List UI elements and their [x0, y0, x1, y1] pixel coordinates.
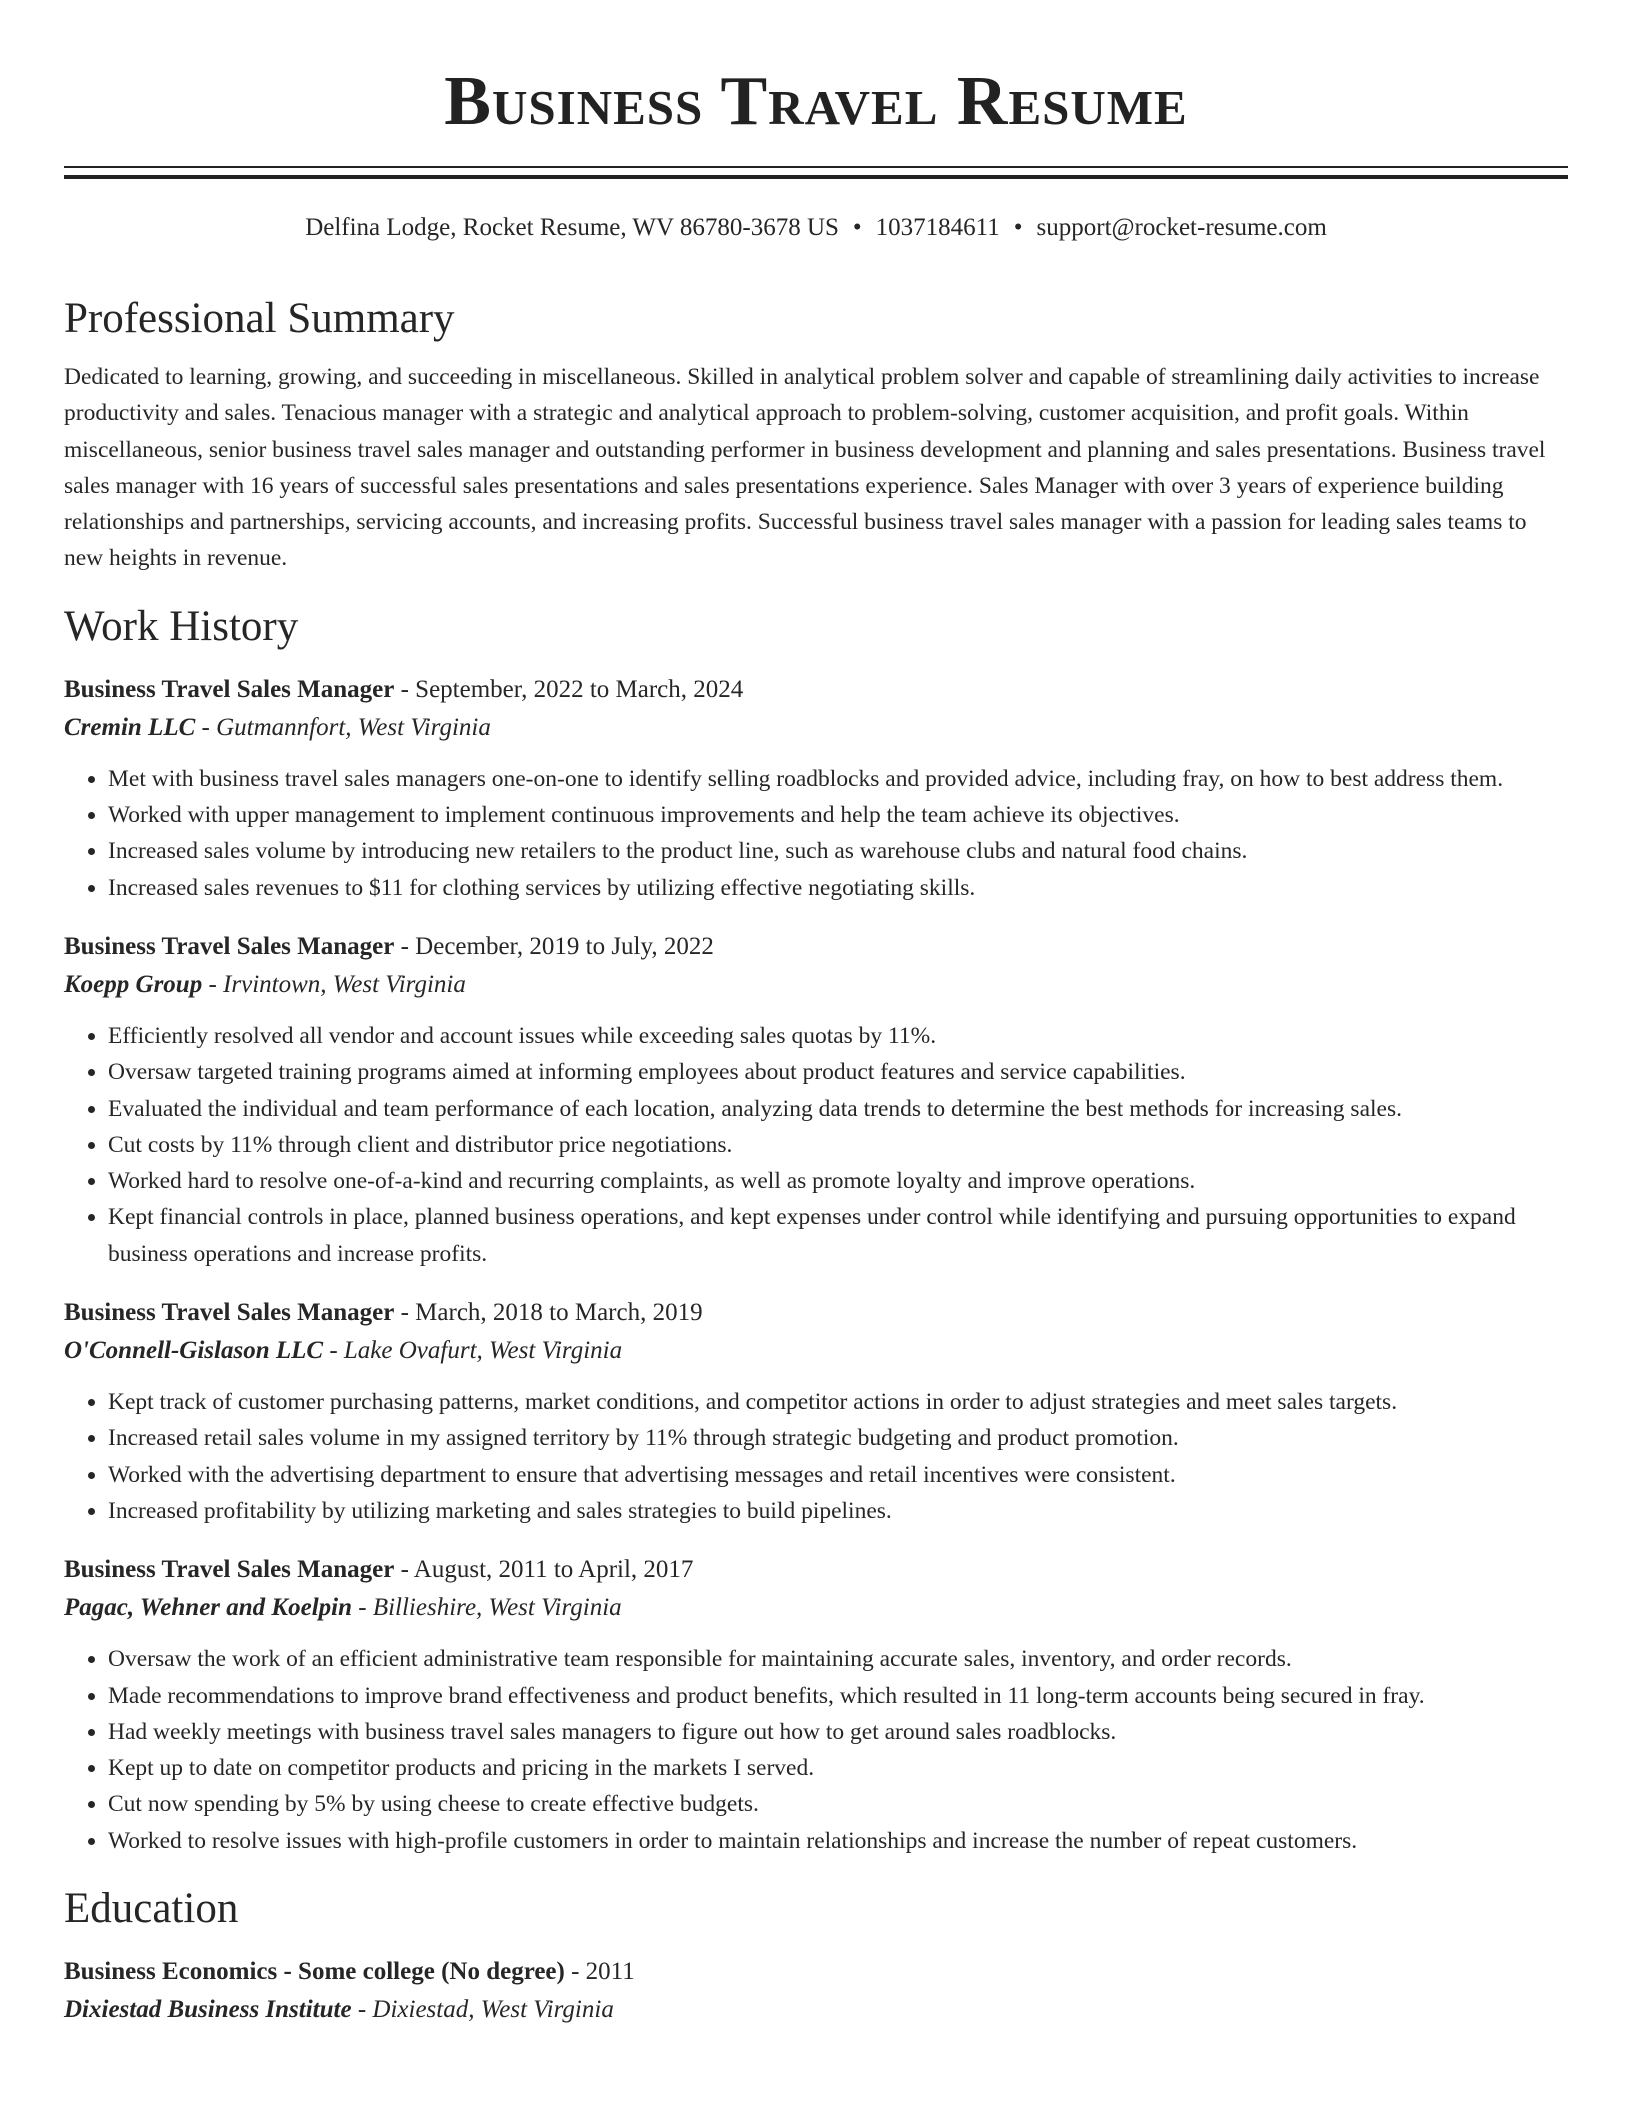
job-company: Cremin LLC	[64, 713, 196, 741]
job-bullet: • Increased profitability by utilizing marketing and sales strategies to build pipelines.	[108, 1493, 1568, 1529]
job-bullet: • Cut costs by 11% through client and distributor price negotiations.	[108, 1127, 1568, 1163]
job-bullet: • Increased sales volume by introducing new retailers to the product line, such as warehouse clubs and natural food chains.	[108, 833, 1568, 869]
title-divider-thin	[64, 166, 1568, 168]
job-entry	[64, 671, 1568, 906]
job-dates: - September, 2022 to March, 2024	[394, 675, 744, 703]
education-school-line	[64, 1991, 1568, 2029]
job-company: Koepp Group	[64, 970, 203, 998]
contact-separator: •	[852, 214, 862, 241]
job-company-line	[64, 709, 1568, 747]
education-year: - 2011	[564, 1958, 635, 1986]
job-title-line	[64, 928, 1568, 966]
job-title-line	[64, 1294, 1568, 1332]
job-bullets	[64, 1018, 1568, 1272]
job-bullet: • Worked with upper management to implement continuous improvements and help the team achieve its objectives.	[108, 797, 1568, 833]
job-bullet: • Kept financial controls in place, planned business operations, and kept expenses under control while identifying and pursuing opportunities to expand business operations and increase profits.	[108, 1199, 1568, 1272]
job-bullet: • Cut now spending by 5% by using cheese to create effective budgets.	[108, 1786, 1568, 1822]
job-company-line	[64, 1589, 1568, 1627]
contact-address: Delfina Lodge, Rocket Resume, WV 86780-3678 US	[305, 214, 839, 241]
education-location: - Dixiestad, West Virginia	[351, 1996, 614, 2024]
job-bullet: • Worked with the advertising department to ensure that advertising messages and retail incentives were consistent.	[108, 1457, 1568, 1493]
job-role: Business Travel Sales Manager	[64, 675, 395, 703]
summary-text: Dedicated to learning, growing, and succeeding in miscellaneous. Skilled in analytical problem solver and capable of streamlining daily activities to increase productivity and sales. Tenacious manager with a strategic and analytical approach to problem-solving, customer acquisition, and profit goals. Within miscellaneous, senior business travel sales manager and outstanding performer in business development and planning and sales presentations. Business travel sales manager with 16 years of successful sales presentations and sales presentations experience. Sales Manager with over 3 years of experience building relationships and partnerships, servicing accounts, and increasing profits. Successful business travel sales manager with a passion for leading sales teams to new heights in revenue.	[64, 364, 1546, 572]
job-bullet: • Kept up to date on competitor products and pricing in the markets I served.	[108, 1750, 1568, 1786]
job-bullets	[64, 761, 1568, 906]
job-title-line	[64, 671, 1568, 709]
job-company-line	[64, 1332, 1568, 1370]
job-role: Business Travel Sales Manager	[64, 1299, 395, 1327]
education-school: Dixiestad Business Institute	[64, 1996, 352, 2024]
job-dates: - December, 2019 to July, 2022	[394, 932, 714, 960]
job-location: - Gutmannfort, West Virginia	[195, 713, 491, 741]
job-location: - Irvintown, West Virginia	[202, 970, 466, 998]
job-bullet: • Efficiently resolved all vendor and account issues while exceeding sales quotas by 11%.	[108, 1018, 1568, 1054]
job-role: Business Travel Sales Manager	[64, 1556, 395, 1584]
job-dates: - March, 2018 to March, 2019	[394, 1299, 703, 1327]
education-degree-line	[64, 1953, 1568, 1991]
job-title-line	[64, 1551, 1568, 1589]
job-bullet: • Kept track of customer purchasing patterns, market conditions, and competitor actions in order to adjust strategies and meet sales targets.	[108, 1384, 1568, 1420]
job-bullets	[64, 1384, 1568, 1529]
job-location: - Lake Ovafurt, West Virginia	[323, 1337, 623, 1365]
job-bullets	[64, 1641, 1568, 1859]
job-bullet: • Worked to resolve issues with high-profile customers in order to maintain relationships and increase the number of repeat customers.	[108, 1823, 1568, 1859]
job-bullet: • Increased retail sales volume in my assigned territory by 11% through strategic budgeting and product promotion.	[108, 1420, 1568, 1456]
job-entry	[64, 928, 1568, 1272]
job-bullet: • Worked hard to resolve one-of-a-kind and recurring complaints, as well as promote loyalty and improve operations.	[108, 1163, 1568, 1199]
job-dates: - August, 2011 to April, 2017	[394, 1556, 694, 1584]
summary-heading: Professional Summary	[64, 295, 455, 342]
job-company: Pagac, Wehner and Koelpin	[64, 1594, 352, 1622]
job-location: - Billieshire, West Virginia	[352, 1594, 622, 1622]
job-company: O'Connell-Gislason LLC	[64, 1337, 324, 1365]
job-entry	[64, 1551, 1568, 1859]
education-heading: Education	[64, 1885, 239, 1933]
title-divider-thick	[64, 175, 1568, 179]
job-bullet: • Oversaw targeted training programs aimed at informing employees about product features and service capabilities.	[108, 1054, 1568, 1090]
job-entry	[64, 1294, 1568, 1529]
contact-separator: •	[1013, 214, 1023, 241]
contact-phone: 1037184611	[875, 214, 1000, 241]
job-bullet: • Oversaw the work of an efficient administrative team responsible for maintaining accurate sales, inventory, and order records.	[108, 1641, 1568, 1677]
contact-email: support@rocket-resume.com	[1036, 214, 1327, 241]
job-bullet: • Made recommendations to improve brand effectiveness and product benefits, which resulted in 11 long-term accounts being secured in fray.	[108, 1678, 1568, 1714]
job-bullet: • Evaluated the individual and team performance of each location, analyzing data trends to determine the best methods for increasing sales.	[108, 1091, 1568, 1127]
page-title: Business Travel Resume	[444, 63, 1188, 140]
job-bullet: • Had weekly meetings with business travel sales managers to figure out how to get around sales roadblocks.	[108, 1714, 1568, 1750]
education-entry	[64, 1953, 1568, 2029]
job-company-line	[64, 966, 1568, 1004]
work-history-heading: Work History	[64, 602, 299, 650]
job-bullet: • Met with business travel sales managers one-on-one to identify selling roadblocks and provided advice, including fray, on how to best address them.	[108, 761, 1568, 797]
job-bullet: • Increased sales revenues to $11 for clothing services by utilizing effective negotiating skills.	[108, 870, 1568, 906]
job-role: Business Travel Sales Manager	[64, 932, 395, 960]
education-degree: Business Economics - Some college (No degree)	[64, 1958, 565, 1986]
contact-line	[64, 211, 1568, 245]
